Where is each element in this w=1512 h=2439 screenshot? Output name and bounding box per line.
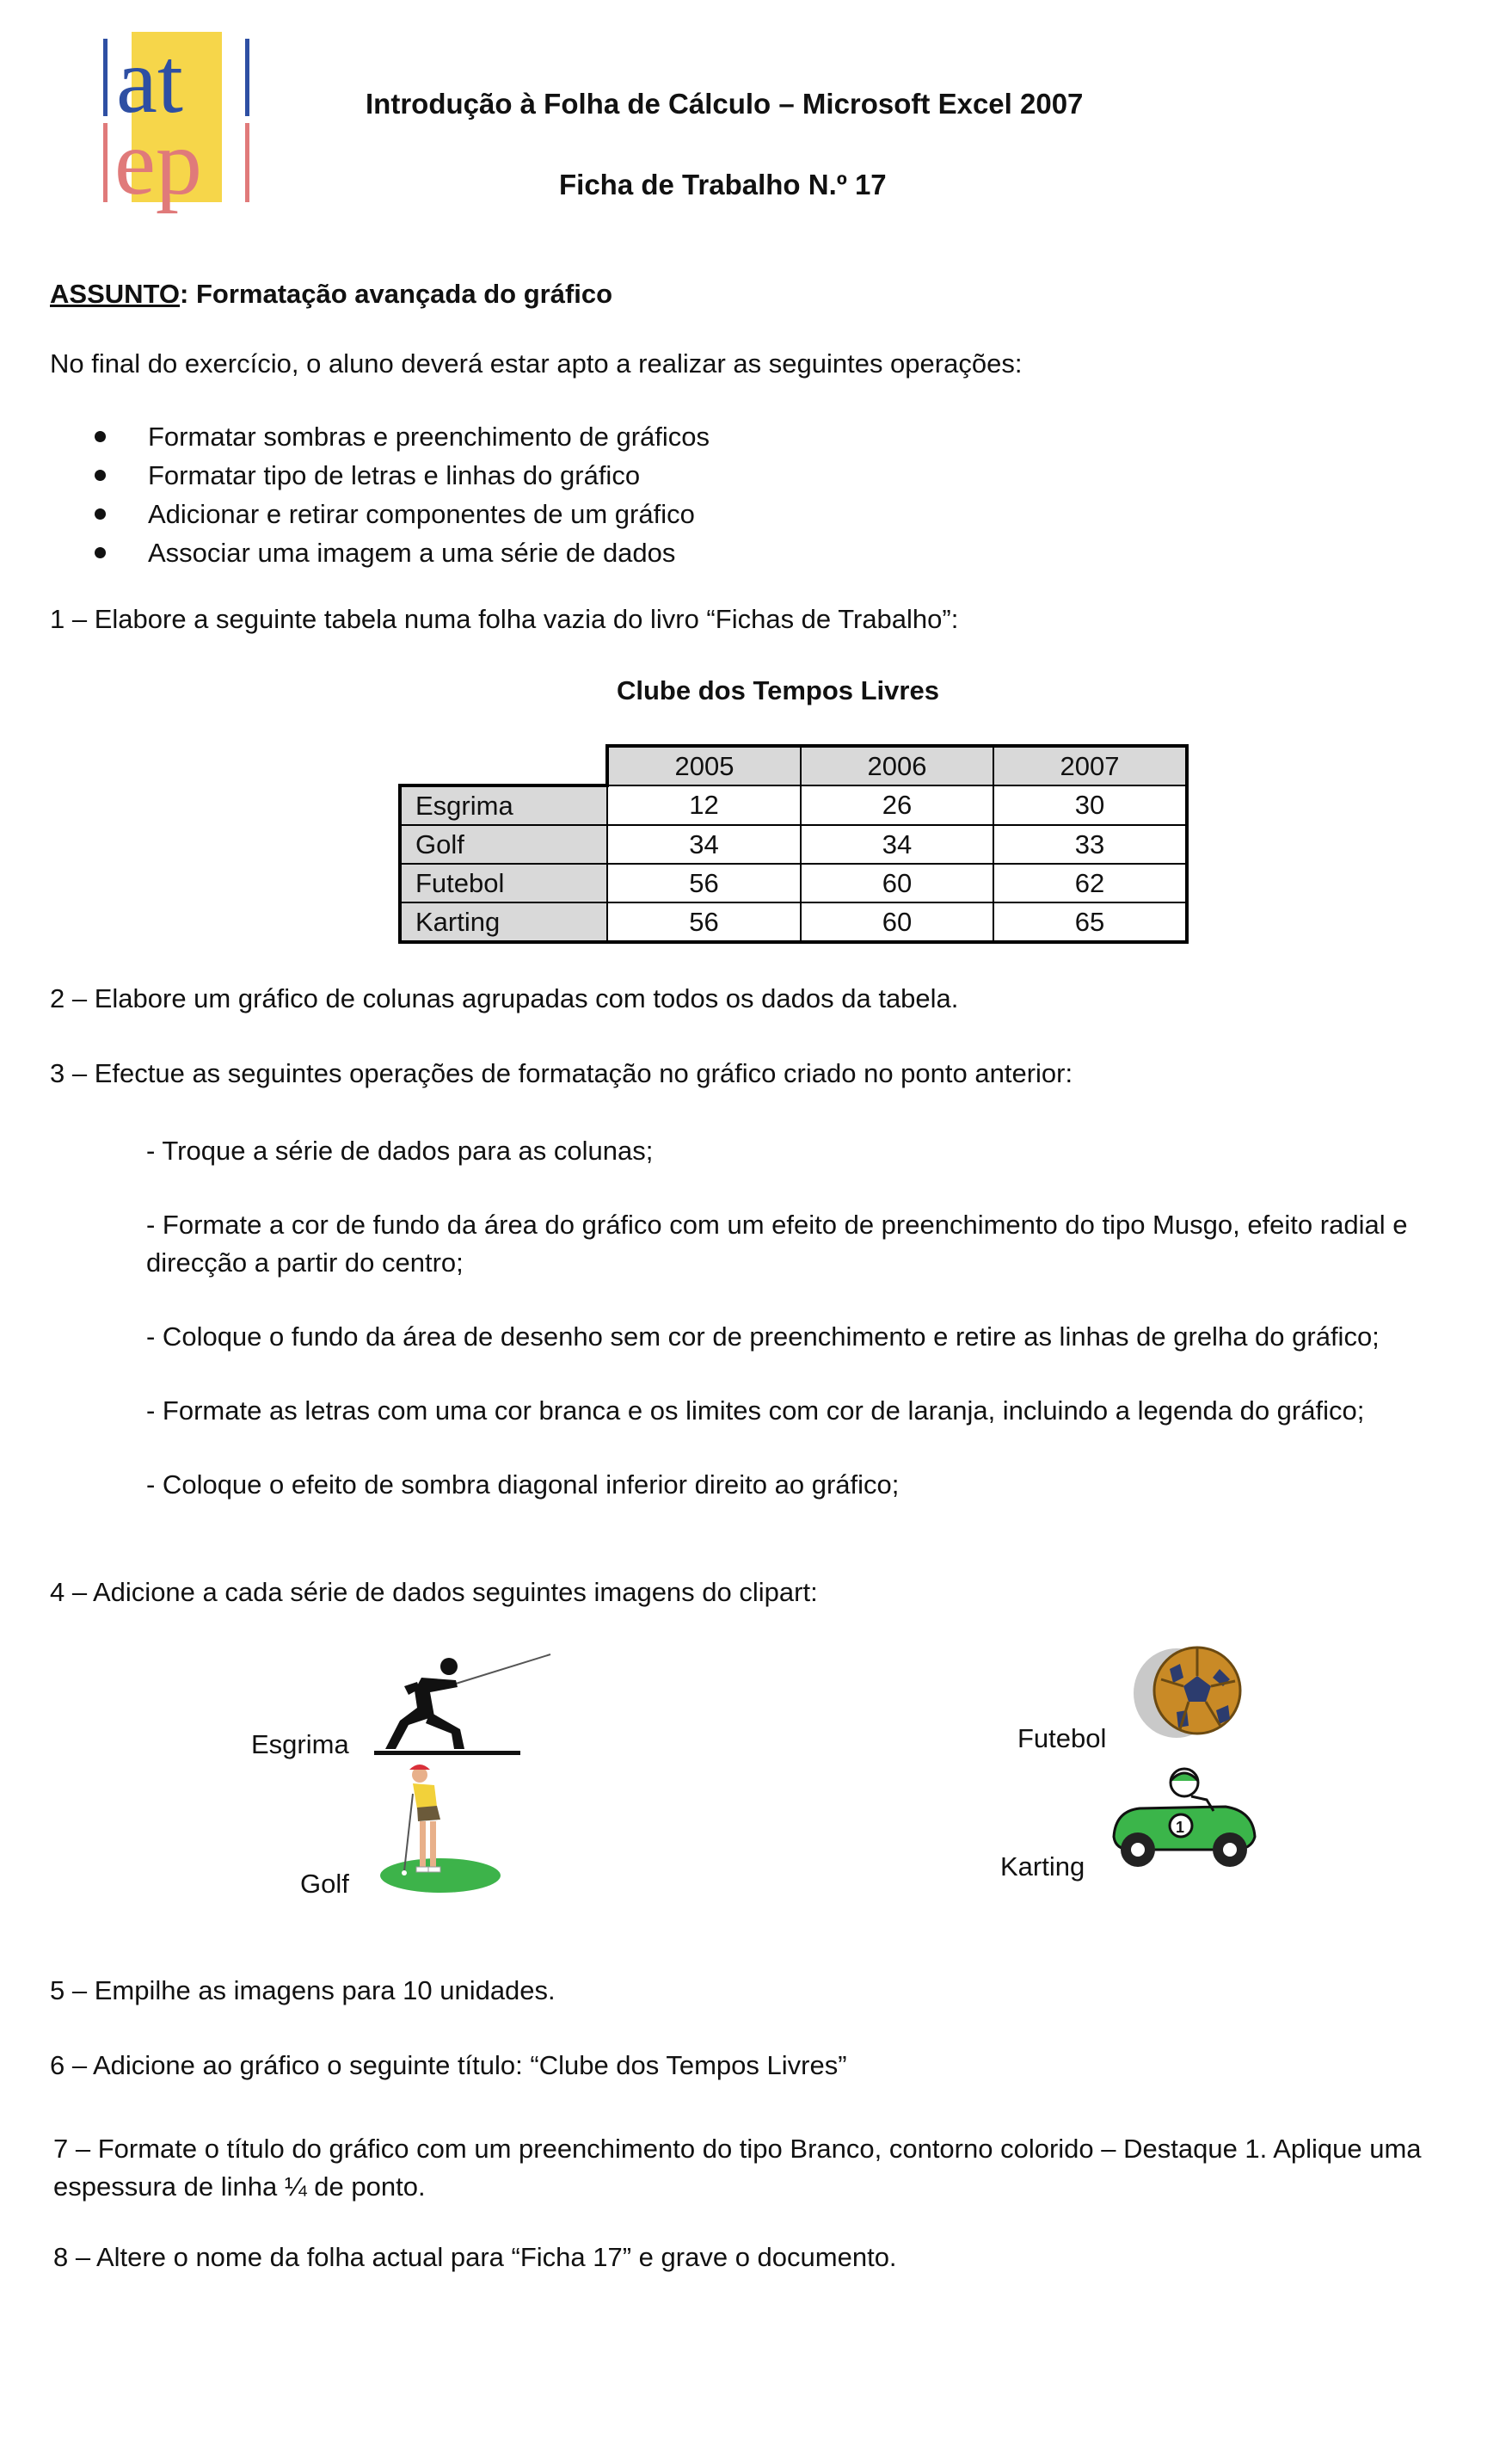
table-cell: 56 bbox=[607, 902, 801, 942]
atep-logo bbox=[90, 22, 262, 215]
row-label: Karting bbox=[400, 902, 607, 942]
table-row bbox=[400, 902, 1187, 942]
step-4: 4 – Adicione a cada série de dados seguintes imagens do clipart: bbox=[50, 1577, 818, 1607]
go-kart-icon bbox=[1105, 1764, 1260, 1871]
clipart-label-golf: Golf bbox=[300, 1869, 349, 1899]
table-header-row bbox=[400, 746, 1187, 785]
step-1: 1 – Elabore a seguinte tabela numa folha vazia do livro “Fichas de Trabalho”: bbox=[50, 604, 959, 634]
fencer-icon bbox=[370, 1648, 555, 1759]
table-cell: 34 bbox=[607, 825, 801, 864]
table-cell: 33 bbox=[993, 825, 1187, 864]
row-label: Esgrima bbox=[400, 785, 607, 825]
table-row bbox=[400, 785, 1187, 825]
step-3: 3 – Efectue as seguintes operações de formatação no gráfico criado no ponto anterior: bbox=[50, 1058, 1073, 1088]
bullet-icon bbox=[95, 470, 106, 481]
intro-text: No final do exercício, o aluno deverá estar apto a realizar as seguintes operações: bbox=[50, 348, 1023, 379]
table-row bbox=[400, 864, 1187, 902]
table-row bbox=[400, 825, 1187, 864]
logo-top-text: at bbox=[116, 30, 183, 132]
step-5: 5 – Empilhe as imagens para 10 unidades. bbox=[50, 1975, 556, 2005]
bullet-icon bbox=[95, 547, 106, 558]
svg-text:1: 1 bbox=[1176, 1819, 1185, 1836]
subject-line bbox=[50, 279, 612, 310]
column-header: 2007 bbox=[993, 746, 1187, 785]
step-7: 7 – Formate o título do gráfico com um preenchimento do tipo Branco, contorno colorido – Destaque 1. Aplique uma espessura de linha ¼ de ponto. bbox=[53, 2134, 1422, 2202]
step-3-item: - Coloque o fundo da área de desenho sem cor de preenchimento e retire as linhas de grelha do gráfico; bbox=[146, 1321, 1380, 1352]
table-cell: 60 bbox=[801, 902, 993, 942]
column-header: 2006 bbox=[801, 746, 993, 785]
data-table bbox=[398, 744, 1189, 944]
row-label: Futebol bbox=[400, 864, 607, 902]
subject-label: ASSUNTO bbox=[50, 279, 181, 309]
table-cell: 26 bbox=[801, 785, 993, 825]
golfer-icon bbox=[378, 1759, 503, 1897]
step-2: 2 – Elabore um gráfico de colunas agrupadas com todos os dados da tabela. bbox=[50, 983, 959, 1013]
bullet-icon bbox=[95, 508, 106, 520]
column-header: 2005 bbox=[607, 746, 801, 785]
clipart-label-futebol: Futebol bbox=[1017, 1723, 1107, 1753]
table-title: Clube dos Tempos Livres bbox=[617, 675, 939, 705]
subject-text: : Formatação avançada do gráfico bbox=[180, 279, 613, 309]
step-3-item: - Formate a cor de fundo da área do gráfico com um efeito de preenchimento do tipo Musgo, efeito radial e direcção a partir do centro; bbox=[146, 1210, 1408, 1278]
step-3-item: - Coloque o efeito de sombra diagonal inferior direito ao gráfico; bbox=[146, 1469, 900, 1500]
table-cell: 30 bbox=[993, 785, 1187, 825]
step-6: 6 – Adicione ao gráfico o seguinte título: “Clube dos Tempos Livres” bbox=[50, 2050, 847, 2080]
soccer-ball-icon bbox=[1127, 1643, 1247, 1742]
logo-bottom-text: ep bbox=[114, 112, 202, 214]
bullet-icon bbox=[95, 431, 106, 442]
table-cell: 56 bbox=[607, 864, 801, 902]
step-3-item: - Formate as letras com uma cor branca e os limites com cor de laranja, incluindo a legenda do gráfico; bbox=[146, 1395, 1365, 1426]
table-cell: 12 bbox=[607, 785, 801, 825]
table-cell: 60 bbox=[801, 864, 993, 902]
clipart-label-karting: Karting bbox=[1000, 1851, 1085, 1882]
worksheet-number: Ficha de Trabalho N.º 17 bbox=[559, 169, 887, 200]
row-label: Golf bbox=[400, 825, 607, 864]
step-3-item: - Troque a série de dados para as colunas; bbox=[146, 1136, 654, 1166]
clipart-label-esgrima: Esgrima bbox=[251, 1729, 349, 1759]
table-cell: 62 bbox=[993, 864, 1187, 902]
document-title: Introdução à Folha de Cálculo – Microsoft Excel 2007 bbox=[366, 88, 1084, 120]
step-8: 8 – Altere o nome da folha actual para “Ficha 17” e grave o documento. bbox=[53, 2242, 897, 2272]
table-cell: 34 bbox=[801, 825, 993, 864]
table-cell: 65 bbox=[993, 902, 1187, 942]
